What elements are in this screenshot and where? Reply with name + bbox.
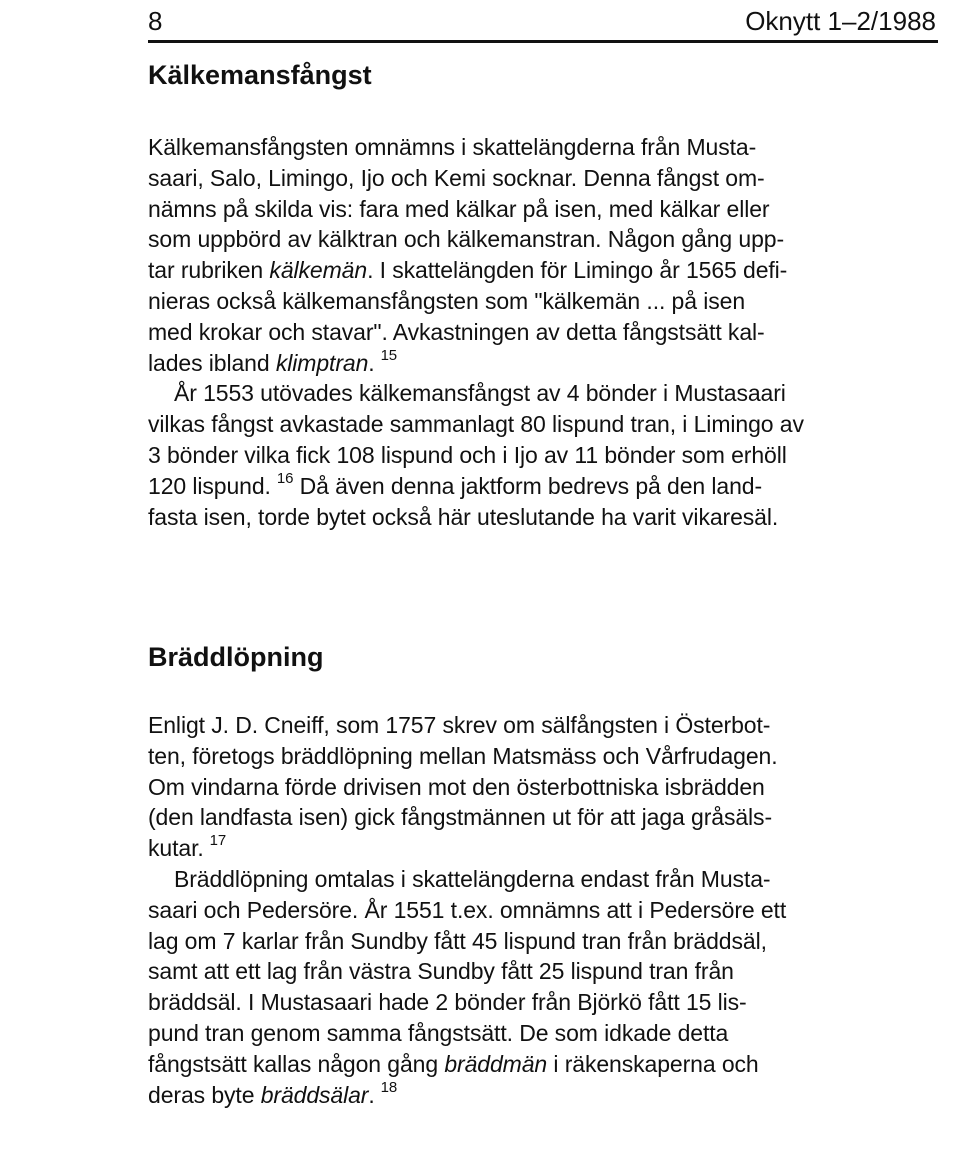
line-text: . I skattelängden för Limingo år 1565 defi- — [367, 257, 788, 284]
paragraph — [148, 864, 938, 1110]
text-line — [148, 286, 938, 317]
italic-term: bräddmän — [444, 1050, 548, 1077]
page-number: 8 — [148, 6, 163, 36]
text-line — [148, 224, 938, 255]
line-text: . — [368, 1081, 375, 1108]
line-text: Enligt J. D. Cneiff, som 1757 skrev om sälfångsten i Österbot- — [148, 712, 771, 738]
section-title-braddlopning: Bräddlöpning — [148, 642, 324, 672]
running-title: Oknytt 1–2/1988 — [745, 6, 936, 36]
line-text: lag om 7 karlar från Sundby fått 45 lispund tran från bräddsäl, — [148, 927, 767, 954]
line-text: Bräddlöpning omtalas i skattelängderna endast från Musta- — [174, 865, 771, 892]
line-text: i räkenskaperna och — [547, 1050, 759, 1077]
line-text: som uppbörd av kälktran och kälkemanstran. Någon gång upp- — [148, 226, 785, 253]
text-line — [148, 194, 938, 225]
page-header — [148, 6, 936, 40]
text-line — [148, 833, 938, 864]
line-text: saari, Salo, Limingo, Ijo och Kemi socknar. Denna fångst om- — [148, 164, 765, 191]
text-line — [148, 471, 938, 502]
text-line — [148, 502, 938, 533]
line-text: . — [368, 349, 375, 376]
text-line — [148, 864, 938, 895]
text-line — [148, 409, 938, 440]
section-body-kalkemansfangst — [148, 132, 938, 532]
text-line — [148, 317, 938, 348]
line-text: nämns på skilda vis: fara med kälkar på isen, med kälkar eller — [148, 195, 770, 222]
line-text: kutar. — [148, 835, 204, 862]
text-line — [148, 926, 938, 957]
line-text: ten, företogs bräddlöpning mellan Matsmäss och Vårfrudagen. — [148, 742, 778, 769]
section-title-kalkemansfangst: Kälkemansfångst — [148, 60, 372, 90]
line-text: saari och Pedersöre. År 1551 t.ex. omnämns att i Pedersöre ett — [148, 896, 787, 923]
line-text: 120 lispund. — [148, 472, 271, 499]
line-text: nieras också kälkemansfångsten som "kälkemän ... på isen — [148, 287, 746, 314]
paragraph — [148, 132, 938, 378]
line-text: lades ibland — [148, 349, 276, 376]
text-line — [148, 895, 938, 926]
text-line — [148, 772, 938, 803]
text-line — [148, 378, 938, 409]
text-line — [148, 956, 938, 987]
text-line — [148, 710, 938, 741]
line-text: tar rubriken — [148, 257, 270, 284]
text-line — [148, 987, 938, 1018]
footnote-reference: 18 — [380, 1078, 398, 1096]
line-text: (den landfasta isen) gick fångstmännen ut för att jaga gråsäls- — [148, 804, 772, 831]
line-text: Om vindarna förde drivisen mot den österbottniska isbrädden — [148, 773, 765, 800]
text-line — [148, 1080, 938, 1111]
line-text: pund tran genom samma fångstsätt. De som idkade detta — [148, 1019, 729, 1046]
paragraph — [148, 378, 938, 532]
line-text: Kälkemansfångsten omnämns i skattelängderna från Musta- — [148, 134, 757, 160]
text-line — [148, 348, 938, 379]
footnote-reference: 16 — [276, 469, 294, 487]
section-body-braddlopning — [148, 710, 938, 1110]
line-text: samt att ett lag från västra Sundby fått 25 lispund tran från — [148, 958, 734, 985]
line-text: deras byte — [148, 1081, 261, 1108]
text-line — [148, 1049, 938, 1080]
text-line — [148, 255, 938, 286]
footnote-reference: 15 — [380, 346, 398, 364]
line-text: År 1553 utövades kälkemansfångst av 4 bönder i Mustasaari — [174, 380, 786, 407]
text-line — [148, 440, 938, 471]
footnote-reference: 17 — [209, 832, 227, 850]
line-text: fångstsätt kallas någon gång — [148, 1050, 445, 1077]
text-line — [148, 741, 938, 772]
line-text: 3 bönder vilka fick 108 lispund och i Ijo av 11 bönder som erhöll — [148, 441, 787, 468]
italic-term: klimptran — [275, 349, 369, 376]
text-line — [148, 132, 938, 163]
italic-term: bräddsälar — [260, 1081, 369, 1108]
text-line — [148, 1018, 938, 1049]
paragraph — [148, 710, 938, 864]
line-text: fasta isen, torde bytet också här uteslutande ha varit vikaresäl. — [148, 503, 779, 530]
header-rule — [148, 40, 938, 43]
line-text: med krokar och stavar". Avkastningen av detta fångstsätt kal- — [148, 318, 765, 345]
line-text: vilkas fångst avkastade sammanlagt 80 lispund tran, i Limingo av — [148, 411, 804, 438]
italic-term: kälkemän — [269, 257, 368, 284]
line-text: bräddsäl. I Mustasaari hade 2 bönder från Björkö fått 15 lis- — [148, 989, 747, 1016]
text-line — [148, 163, 938, 194]
line-text: Då även denna jaktform bedrevs på den land- — [293, 472, 763, 499]
text-line — [148, 802, 938, 833]
